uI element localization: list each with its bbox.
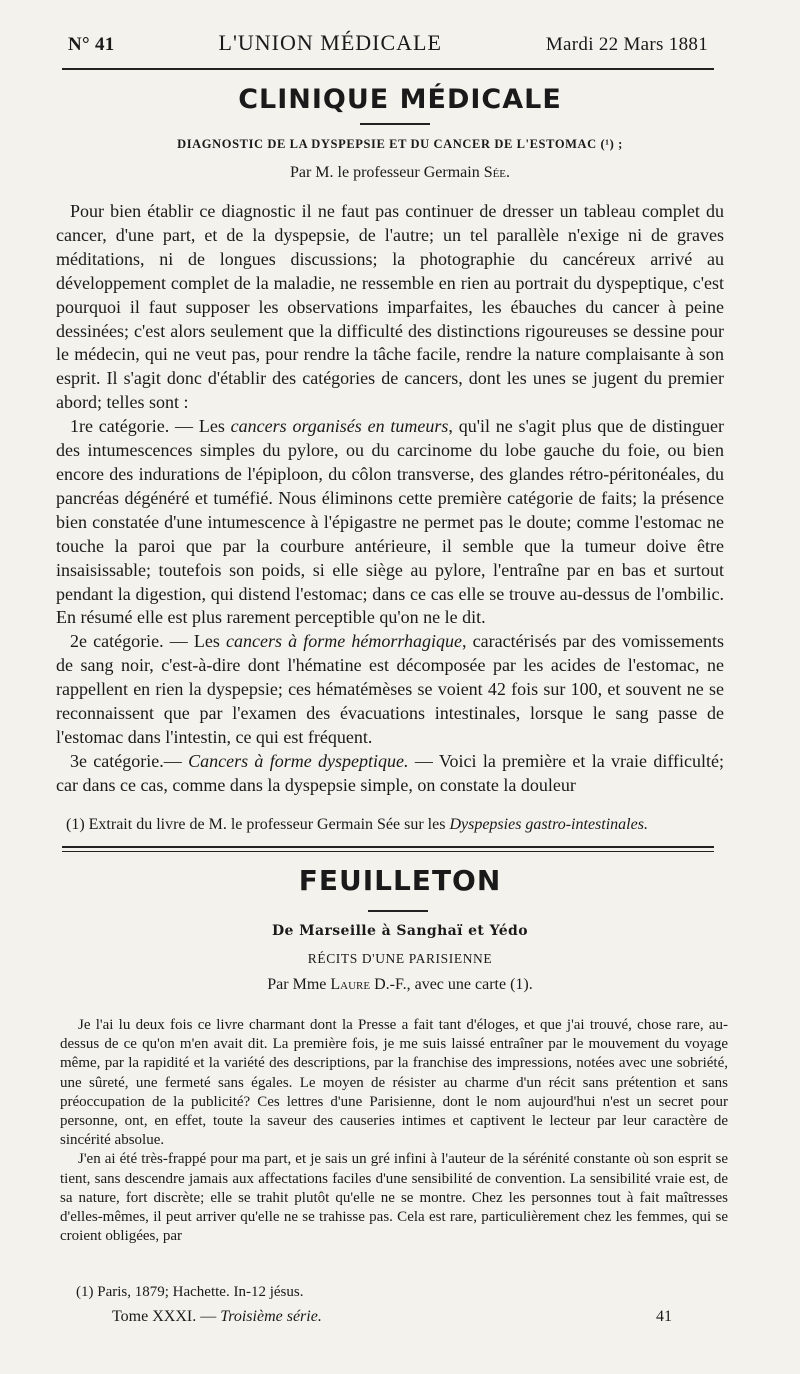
feuilleton-title-underline xyxy=(368,910,428,912)
feuilleton-footnote: (1) Paris, 1879; Hachette. In-12 jésus. xyxy=(76,1284,304,1300)
intro-paragraph: Pour bien établir ce diagnostic il ne faut pas continuer de dresser un tableau complet du cancer, d'une part, et de la dyspepsie, de l'autre; un tel parallèle n'exige ni de graves méditations, ni de longues discussions; la photographie du cancéreux arrivé au développement complet de la maladie, ne ressemble en rien au portrait du dyspeptique, c'est pourquoi il faut supposer les observations imparfaites, les ébauches du cancer à peine dessinées; c'est alors seulement que la difficulté des distinctions rigoureuses se dessine pour le médecin, qui ne veut pas, pour rendre la tâche facile, rendre la nature complaisante à son esprit. Il s'agit donc d'établir des catégories de cancers, dont les unes se jugent du premier abord; telles sont : xyxy=(56,201,724,413)
clinique-footnote xyxy=(66,816,726,834)
footer-page-number: 41 xyxy=(656,1308,672,1325)
story-byline-prefix: Par Mme xyxy=(267,976,327,993)
footnote-book-title: Dyspepsies gastro-intestinales. xyxy=(449,816,648,833)
story-title: De Marseille à Sanghaï et Yédo xyxy=(272,923,528,939)
page-header xyxy=(68,30,708,62)
category-1-term: cancers organisés en tumeurs xyxy=(230,416,449,437)
byline-prefix: Par M. le professeur Germain xyxy=(289,164,480,181)
story-byline xyxy=(0,976,800,994)
clinique-body xyxy=(56,200,724,798)
author-name: Sée. xyxy=(483,164,511,181)
footnote-text: (1) Extrait du livre de M. le professeur Germain Sée sur les xyxy=(66,816,446,833)
category-2-paragraph xyxy=(56,630,724,750)
footer-volume-series xyxy=(112,1308,322,1326)
category-2-text: , caractérisés par des vomissements de sang noir, c'est-à-dire dont l'hématine est décomposée par les acides de l'estomac, ne rappellent en rien la dyspepsie; ces hématémèses se voient 42 fois sur 100, et souvent ne se reconnaissent que par l'examen des évacuations intestinales, lorsque le sang passe de l'estomac dans l'intestin, ce qui est fréquent. xyxy=(56,631,724,747)
feuilleton-paragraph-2: J'en ai été très-frappé pour ma part, et je sais un gré infini à l'auteur de la sérénité constante où son esprit se tient, sans descendre jamais aux affectations faciles d'une sensibilité de convention. La sensibilité vraie est, de sa nature, fort discrète; elle se trahit plutôt qu'elle ne se montre. Chez les personnes tout à fait maîtresses d'elles-mêmes, il peut arriver qu'elle ne se trahisse pas. Cela est rare, particulièrement chez les femmes, qui se croient obligées, par xyxy=(60,1151,728,1245)
feuilleton-body xyxy=(60,1016,728,1246)
category-2-term: cancers à forme hémorrhagique xyxy=(225,631,463,652)
journal-title: L'UNION MÉDICALE xyxy=(218,30,442,55)
header-rule xyxy=(62,68,714,70)
category-3-term: Cancers à forme dyspeptique. xyxy=(188,750,409,771)
issue-number: N° 41 xyxy=(68,34,115,55)
article-byline xyxy=(0,164,800,182)
category-1-text: , qu'il ne s'agit plus que de distinguer des intumescences simples du pylore, ou du carcinome du lobe gauche du foie, ou bien encore des indurations de l'épiploon, du côlon transverse, des glandes rétro-péritonéales, du pancréas dégénéré et tuméfié. Nous éliminons cette première catégorie de faits; la présence bien constatée d'une intumescence à l'épigastre ne permet pas le doute; comme l'estomac ne touche la paroi que par la courbure antérieure, il semble que la tumeur doive être insaisissable; toutefois son poids, si elle siège au pylore, l'entraîne par en bas et surtout pendant la digestion, qui distend l'estomac; dans ce cas elle se trouve au-dessus de l'ombilic. En résumé elle est plus rarement perceptible qu'on ne le dit. xyxy=(56,416,725,628)
story-subtitle: RÉCITS D'UNE PARISIENNE xyxy=(307,951,493,966)
footer-volume: Tome XXXI. — xyxy=(112,1308,217,1325)
footer-series: Troisième série. xyxy=(220,1308,322,1325)
section-title-feuilleton: FEUILLETON xyxy=(298,864,502,897)
category-3-label: 3e catégorie.— xyxy=(70,750,182,771)
category-2-label: 2e catégorie. — Les xyxy=(70,631,220,652)
category-1-paragraph xyxy=(56,415,724,630)
section-title-underline xyxy=(360,123,430,125)
category-1-label: 1re catégorie. — Les xyxy=(70,416,225,437)
feuilleton-rule-bottom xyxy=(62,851,714,852)
page-footer xyxy=(112,1308,672,1326)
category-3-paragraph xyxy=(56,750,724,798)
story-byline-suffix: , avec une carte (1). xyxy=(406,976,533,993)
feuilleton-rule-top xyxy=(62,846,714,848)
issue-date: Mardi 22 Mars 1881 xyxy=(545,34,708,55)
story-author-name: Laure D.-F. xyxy=(330,976,407,993)
section-title-clinique: CLINIQUE MÉDICALE xyxy=(238,84,562,115)
article-title: DIAGNOSTIC DE LA DYSPEPSIE ET DU CANCER DE L'ESTOMAC (¹) ; xyxy=(177,137,623,151)
category-3-text: — Voici la première et la vraie difficulté; car dans ce cas, comme dans la dyspepsie simple, on constate la douleur xyxy=(56,750,724,795)
feuilleton-paragraph-1: Je l'ai lu deux fois ce livre charmant dont la Presse a fait tant d'éloges, et que j'ai trouvé, chose rare, au-dessus de ce qu'on m'en avait dit. La première fois, je me suis laissé entraîner par le mouvement du voyage même, par la rapidité et la variété des descriptions, par la franchise des impressions, notées avec une sobriété, une sûreté, une fermeté sans égales. Le moyen de résister au charme d'un récit sans prétention et sans préoccupation de la publicité? Ces lettres d'une Parisienne, dont le nom aujourd'hui n'est un secret pour personne, ont, en effet, toute la saveur des causeries intimes et captivent le lecteur par leur caractère de sincérité absolue. xyxy=(60,1017,728,1149)
